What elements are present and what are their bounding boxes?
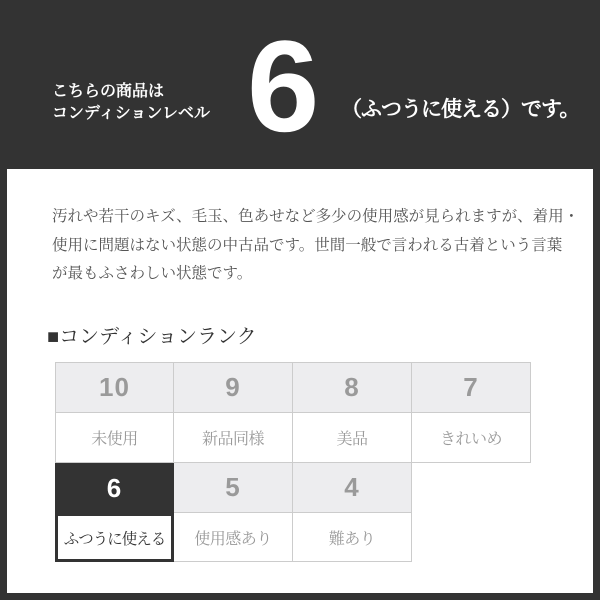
rank-label-cell-6-highlighted: ふつうに使える [55, 513, 174, 562]
rank-number-cell-6-highlighted: 6 [55, 463, 174, 513]
condition-description [52, 203, 579, 289]
intro-line-1: こちらの商品は [52, 83, 165, 100]
empty-cell [412, 513, 531, 562]
description-line-1: 汚れや若干のキズ、毛玉、色あせなど多少の使用感が見られますが、着用・ [52, 208, 580, 225]
content-panel [7, 169, 593, 593]
condition-rank-table [55, 362, 531, 562]
description-line-3: が最もふさわしい状態です。 [52, 265, 253, 282]
description-line-2: 使用に問題はない状態の中古品です。世間一般で言われる古着という言葉 [52, 236, 563, 254]
rank-label-cell-8: 美品 [293, 413, 412, 463]
rank-number-cell-10: 10 [55, 362, 174, 413]
rank-label-cell-9: 新品同様 [174, 413, 293, 463]
rank-number-cell-4: 4 [293, 463, 412, 513]
rank-label-cell-4: 難あり [293, 513, 412, 562]
rank-number-cell-9: 9 [174, 362, 293, 413]
rank-label-cell-7: きれいめ [412, 413, 531, 463]
condition-level-number: 6 [247, 13, 320, 159]
rank-label-cell-5: 使用感あり [174, 513, 293, 562]
rank-number-cell-7: 7 [412, 362, 531, 413]
intro-line-2: コンディションレベル [52, 105, 211, 122]
product-intro-text [52, 81, 210, 125]
rank-number-cell-8: 8 [293, 362, 412, 413]
condition-rank-heading: ■コンディションランク [47, 326, 257, 348]
rank-label-cell-10: 未使用 [55, 413, 174, 463]
rank-number-cell-5: 5 [174, 463, 293, 513]
condition-level-label: （ふつうに使える）です。 [341, 98, 580, 121]
condition-header [0, 0, 600, 169]
empty-cell [412, 463, 531, 513]
